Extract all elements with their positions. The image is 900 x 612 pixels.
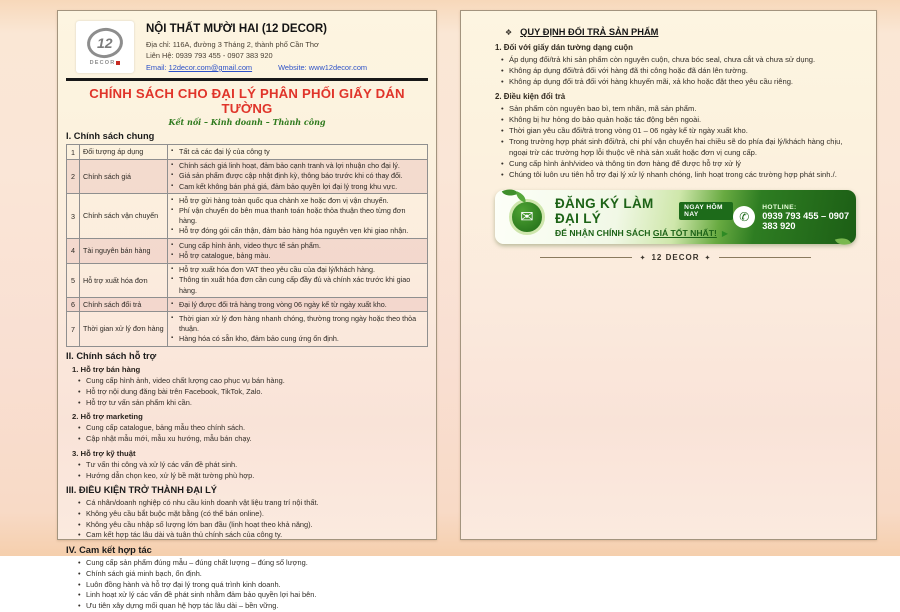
list-item: • Thời gian yêu cầu đổi/trả trong vòng 01 – 06 ngày kể từ ngày xuất kho. [501,125,856,136]
logo-brand-text: DECOR [89,60,116,66]
email-label: Email: [146,62,169,72]
company-phone: Liên Hệ: 0939 793 455 - 0907 383 920 [146,51,273,61]
list-item: • Tư vấn thi công và xử lý các vấn đề phát sinh. [78,460,428,471]
table-row [67,194,428,239]
logo-red-square-icon [116,61,120,65]
header-divider-rule [66,78,428,81]
subsection-heading: 2. Hỗ trợ marketing [72,412,143,422]
list-item: ▪ Phí vận chuyển do bên mua thanh toán hoặc thỏa thuận theo từng đơn hàng. [171,206,424,226]
row-content [168,194,428,239]
list-item: • Áp dụng đổi/trả khi sản phẩm còn nguyên cuộn, chưa bóc seal, chưa cắt và chưa sử dụng. [501,54,856,65]
subsection-heading: 1. Đối với giấy dán tường dạng cuộn [495,43,633,52]
list-item: • Không yêu cầu bắt buộc mặt bằng (có thể bán online). [78,509,428,520]
star-icon: ✦ [704,254,712,262]
row-content [168,263,428,298]
leaf-decoration-icon [835,235,851,248]
list-item: • Hỗ trợ nội dung đăng bài trên Facebook, TikTok, Zalo. [78,387,428,398]
policy-table [66,144,428,347]
footer-brand [495,253,856,262]
footer-line [719,257,811,258]
list-item: • Ưu tiên xây dựng mối quan hệ hợp tác lâu dài – bền vững. [78,601,428,612]
bullet-list [78,558,428,612]
list-item: ▪ Cam kết không bán phá giá, đảm bảo quyền lợi đại lý trong khu vực. [171,182,424,192]
hotline-numbers: 0939 793 455 – 0907 383 920 [762,210,850,231]
row-number: 7 [67,312,80,347]
star-icon: ✦ [639,254,647,262]
row-number: 3 [67,194,80,239]
page-left [57,10,437,611]
logo-circle-icon [85,26,125,61]
row-number: 2 [67,159,80,194]
table-row [67,298,428,312]
section2-heading: II. Chính sách hỗ trợ [66,351,157,362]
list-item: • Cung cấp catalogue, bảng mẫu theo chính sách. [78,423,428,434]
row-content [168,159,428,194]
list-item: • Cung cấp hình ảnh, video chất lượng cao phục vụ bán hàng. [78,376,428,387]
subsection-heading: 2. Điều kiện đổi trả [495,92,566,101]
row-label: Đối tượng áp dụng [80,145,168,159]
table-row [67,263,428,298]
returns-heading-text: QUY ĐỊNH ĐỔI TRẢ SẢN PHẨM [520,27,659,37]
table-row [67,239,428,263]
row-label: Thời gian xử lý đơn hàng [80,312,168,347]
list-item: • Hỗ trợ tư vấn sản phẩm khi cần. [78,398,428,409]
table-row [67,159,428,194]
list-item: ▪ Thời gian xử lý đơn hàng nhanh chóng, thường trong ngày hoặc theo thỏa thuận. [171,314,424,334]
row-label: Tài nguyên bán hàng [80,239,168,263]
list-item: ▪ Thông tin xuất hóa đơn cần cung cấp đầy đủ và chính xác trước khi giao hàng. [171,275,424,295]
row-number: 4 [67,239,80,263]
document-title: CHÍNH SÁCH CHO ĐẠI LÝ PHÂN PHỐI GIẤY DÁN TƯỜNG [89,86,405,117]
row-label: Hỗ trợ xuất hóa đơn [80,263,168,298]
returns-heading [505,27,856,37]
list-item: ▪ Giá sản phẩm được cập nhật định kỳ, thông báo trước khi có thay đổi. [171,171,424,181]
row-content [168,145,428,159]
list-item: • Cá nhân/doanh nghiệp có nhu cầu kinh doanh vật liệu trang trí nội thất. [78,498,428,509]
row-number: 1 [67,145,80,159]
row-content [168,298,428,312]
row-content [168,239,428,263]
list-item: • Không bị hư hỏng do bảo quản hoặc tác động bên ngoài. [501,114,856,125]
phone-icon: ✆ [733,206,755,228]
list-item: ▪ Hỗ trợ catalogue, bảng màu. [171,251,424,261]
logo-number: 12 [97,35,113,52]
list-item: • Trong trường hợp phát sinh đổi/trả, chi phí vận chuyển hai chiều sẽ do phía đại lý/khách hàng chịu, ngoại trừ các trường hợp lỗi thuộc về nhà sản xuất hoặc đơn vị cung cấp. [501,136,856,158]
list-item: • Cập nhật mẫu mới, mẫu xu hướng, mẫu bán chạy. [78,434,428,445]
list-item: ▪ Hỗ trợ đóng gói cẩn thận, đảm bảo hàng hóa nguyên vẹn khi giao nhận. [171,226,424,236]
table-row [67,145,428,159]
list-item: ▪ Đại lý được đổi trả hàng trong vòng 06 ngày kể từ ngày xuất kho. [171,300,424,310]
list-item: ▪ Tất cả các đại lý của công ty [171,147,424,157]
section1-heading: I. Chính sách chung [66,131,155,142]
list-item: • Cung cấp hình ảnh/video và thông tin đơn hàng để được hỗ trợ xử lý [501,158,856,169]
list-item: ▪ Hàng hóa có sẵn kho, đảm bảo cung ứng ổn định. [171,334,424,344]
bullet-list [78,498,428,541]
row-number: 6 [67,298,80,312]
bullet-list [501,54,856,87]
bullet-list [78,423,428,444]
list-item: • Không yêu cầu nhập số lượng lớn ban đầu (linh hoạt theo khả năng). [78,520,428,531]
table-row [67,312,428,347]
list-item: • Linh hoạt xử lý các vấn đề phát sinh nhằm đảm bảo quyền lợi hai bên. [78,590,428,601]
list-item: • Luôn đồng hành và hỗ trợ đại lý trong quá trình kinh doanh. [78,580,428,591]
footer-brand-text: 12 DECOR [651,253,700,262]
list-item: • Chúng tôi luôn ưu tiên hỗ trợ đại lý xử lý nhanh chóng, linh hoạt trong các trường hợp phát sinh./. [501,169,856,180]
list-item: • Hướng dẫn chọn keo, xử lý bề mặt tường phù hợp. [78,471,428,482]
register-subtitle: ĐỂ NHẬN CHÍNH SÁCH GIÁ TỐT NHẤT! ▶ [555,228,729,238]
register-title: ĐĂNG KÝ LÀM ĐẠI LÝ [555,196,654,226]
arrow-icon: ▶ [721,228,729,238]
list-item: • Không áp dụng đổi trả đối với hàng khuyến mãi, xả kho hoặc đặt theo yêu cầu riêng. [501,76,856,87]
list-item: • Cam kết hợp tác lâu dài và tuân thủ chính sách của công ty. [78,530,428,541]
footer-line [540,257,632,258]
register-banner [495,190,856,244]
row-label: Chính sách giá [80,159,168,194]
list-item: ▪ Cung cấp hình ảnh, video thực tế sản phẩm. [171,241,424,251]
list-item: ▪ Hỗ trợ gửi hàng toàn quốc qua chành xe hoặc đơn vị vận chuyển. [171,196,424,206]
list-item: ▪ Chính sách giá linh hoạt, đảm bảo cạnh tranh và lợi nhuận cho đại lý. [171,161,424,171]
email-link[interactable]: 12decor.com@gmail.com [168,62,253,72]
row-content [168,312,428,347]
subsection-heading: 1. Hỗ trợ bán hàng [72,365,141,375]
hotline-label: HOTLINE: [762,203,797,211]
list-item: ▪ Hỗ trợ xuất hóa đơn VAT theo yêu cầu của đại lý/khách hàng. [171,265,424,275]
list-item: • Chính sách giá minh bạch, ổn định. [78,569,428,580]
company-address: Địa chỉ: 116A, đường 3 Tháng 2, thành phố Cần Thơ [146,40,319,49]
envelope-icon: ✉ [509,199,545,235]
company-header [66,17,428,76]
company-logo [76,21,134,73]
section4-heading: IV. Cam kết hợp tác [66,545,152,556]
list-item: • Sản phẩm còn nguyên bao bì, tem nhãn, mã sản phẩm. [501,103,856,114]
bullet-list [78,460,428,481]
register-badge: NGAY HÔM NAY [679,202,733,220]
document-tagline: Kết nối – Kinh doanh – Thành công [168,117,326,128]
website-text: Website: www12decor.com [278,62,368,72]
company-name: NỘI THẤT MƯỜI HAI (12 DECOR) [146,23,327,35]
row-number: 5 [67,263,80,298]
bullet-list [501,103,856,180]
row-label: Chính sách đổi trả [80,298,168,312]
bullet-list [78,376,428,408]
diamond-icon: ❖ [505,28,513,37]
list-item: • Không áp dụng đổi/trả đối với hàng đã thi công hoặc đã dán lên tường. [501,65,856,76]
subsection-heading: 3. Hỗ trợ kỹ thuật [72,448,136,458]
page-right [460,10,877,540]
row-label: Chính sách vận chuyển [80,194,168,239]
list-item: • Cung cấp sản phẩm đúng mẫu – đúng chất lượng – đúng số lượng. [78,558,428,569]
section3-heading: III. ĐIỀU KIỆN TRỞ THÀNH ĐẠI LÝ [66,485,218,496]
